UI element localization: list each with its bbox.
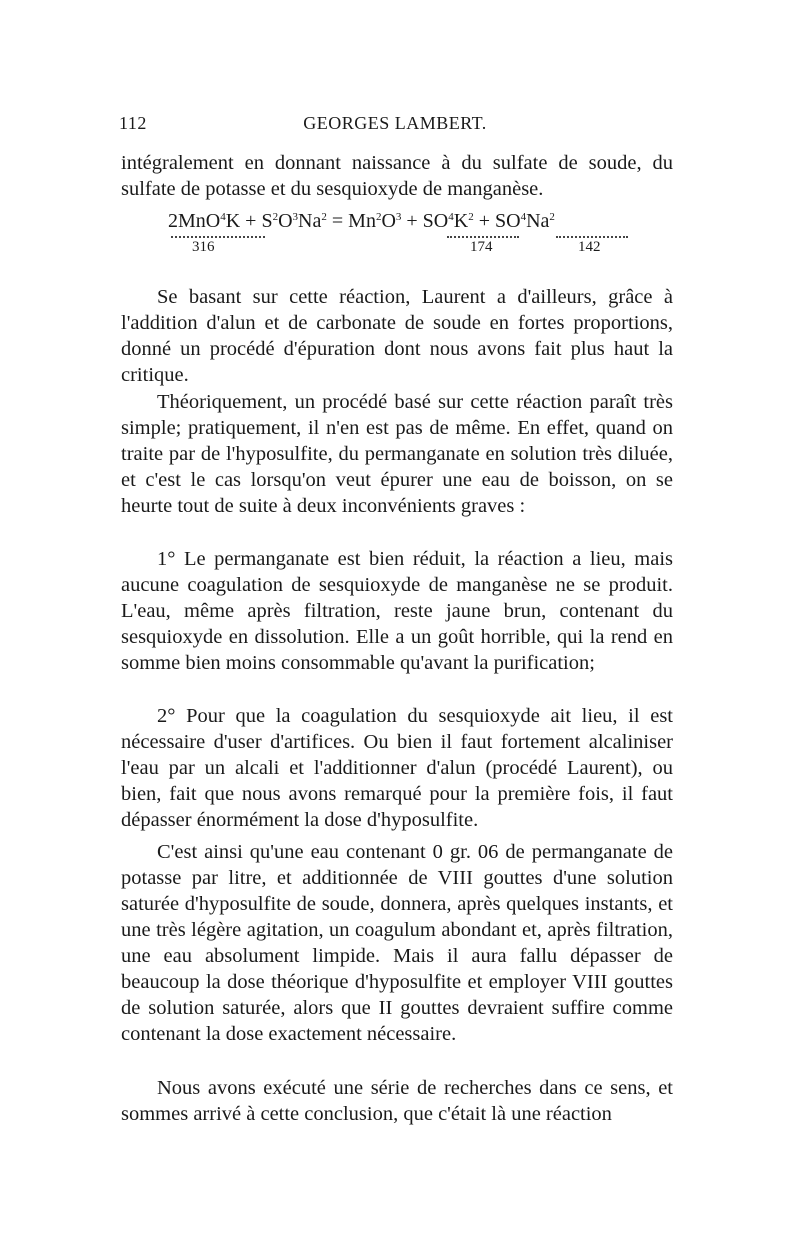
formula-part: K + S [225, 210, 273, 232]
formula-sup: 2 [468, 211, 474, 223]
paragraph-continuation [121, 150, 673, 202]
paragraph [121, 284, 673, 388]
formula-part: O [278, 210, 293, 232]
formula-sup: 4 [448, 211, 454, 223]
paragraph [121, 1075, 673, 1127]
formula-part: K [453, 210, 469, 232]
formula-part: = Mn [326, 210, 376, 232]
paragraph [121, 839, 673, 1047]
paragraph-item-1 [121, 546, 673, 676]
formula-part: 2MnO [168, 210, 221, 232]
dotted-underline [171, 236, 265, 238]
paragraph-text: Théoriquement, un procédé basé sur cette réaction paraît très simple; pratiquement, il n'en est pas de même. En effet, quand on traite par de l'hyposulfite, du permanganate en solution très diluée, et c'est le cas lorsqu'on veut épurer une eau de boisson, on se heurte tout de suite à deux inconvénients graves : [121, 391, 673, 517]
paragraph [121, 389, 673, 519]
molecular-weight-label: 316 [192, 239, 215, 255]
paragraph-text: 1° Le permanganate est bien réduit, la réaction a lieu, mais aucune coagulation de sesquioxyde de manganèse ne se produit. L'eau, même après filtration, reste jaune brun, contenant du sesquioxyde en dissolution. Elle a un goût horrible, qui la rend en somme bien moins consommable qu'avant la purification; [121, 548, 673, 674]
paragraph-text: 2° Pour que la coagulation du sesquioxyde ait lieu, il est nécessaire d'user d'artifices. Ou bien il faut fortement alcaliniser l'eau par un alcali et l'additionner d'alun (procédé Laurent), ou bien, fait que nous avons remarqué pour la première fois, il faut dépasser énormément la dose d'hyposulfite. [121, 705, 673, 831]
paragraph-text: Nous avons exécuté une série de recherches dans ce sens, et sommes arrivé à cette conclusion, que c'était là une réaction [121, 1077, 673, 1125]
paragraph-text: intégralement en donnant naissance à du sulfate de soude, du sulfate de potasse et du sesquioxyde de manganèse. [121, 152, 673, 200]
paragraph-item-2 [121, 703, 673, 833]
formula-sup: 3 [292, 211, 299, 223]
formula-sup: 2 [321, 211, 327, 223]
running-title: GEORGES LAMBERT. [303, 113, 487, 133]
formula-part: + SO [473, 210, 521, 232]
formula-sup: 2 [272, 211, 279, 223]
running-header [119, 113, 671, 141]
formula-part: + SO [401, 210, 449, 232]
formula-sup: 4 [520, 211, 527, 223]
molecular-weight-label: 174 [470, 239, 493, 255]
formula-sup: 3 [395, 211, 402, 223]
chemical-equation [168, 209, 648, 233]
paragraph-text: C'est ainsi qu'une eau contenant 0 gr. 06 de permanganate de potasse par litre, et additionnée de VIII gouttes d'une solution saturée d'hyposulfite de soude, donnera, après quelques instants, et une très légère agitation, un coagulum abondant et, après filtration, une eau absolument limpide. Mais il aura fallu dépasser de beaucoup la dose théorique d'hyposulfite et employer VIII gouttes de solution saturée, alors que II gouttes devraient suffire comme contenant la dose exactement nécessaire. [121, 841, 673, 1045]
page-number: 112 [119, 113, 147, 133]
formula-part: Na [526, 210, 550, 232]
formula-part: Na [298, 210, 322, 232]
molecular-weight-label: 142 [578, 239, 601, 255]
formula-sup: 2 [375, 211, 382, 223]
formula-sup: 4 [220, 211, 226, 223]
formula-sup: 2 [549, 211, 555, 223]
paragraph-text: Se basant sur cette réaction, Laurent a d'ailleurs, grâce à l'addition d'alun et de carbonate de soude en fortes proportions, donné un procédé d'épuration dont nous avons fait plus haut la critique. [121, 286, 673, 386]
formula-part: O [381, 210, 396, 232]
